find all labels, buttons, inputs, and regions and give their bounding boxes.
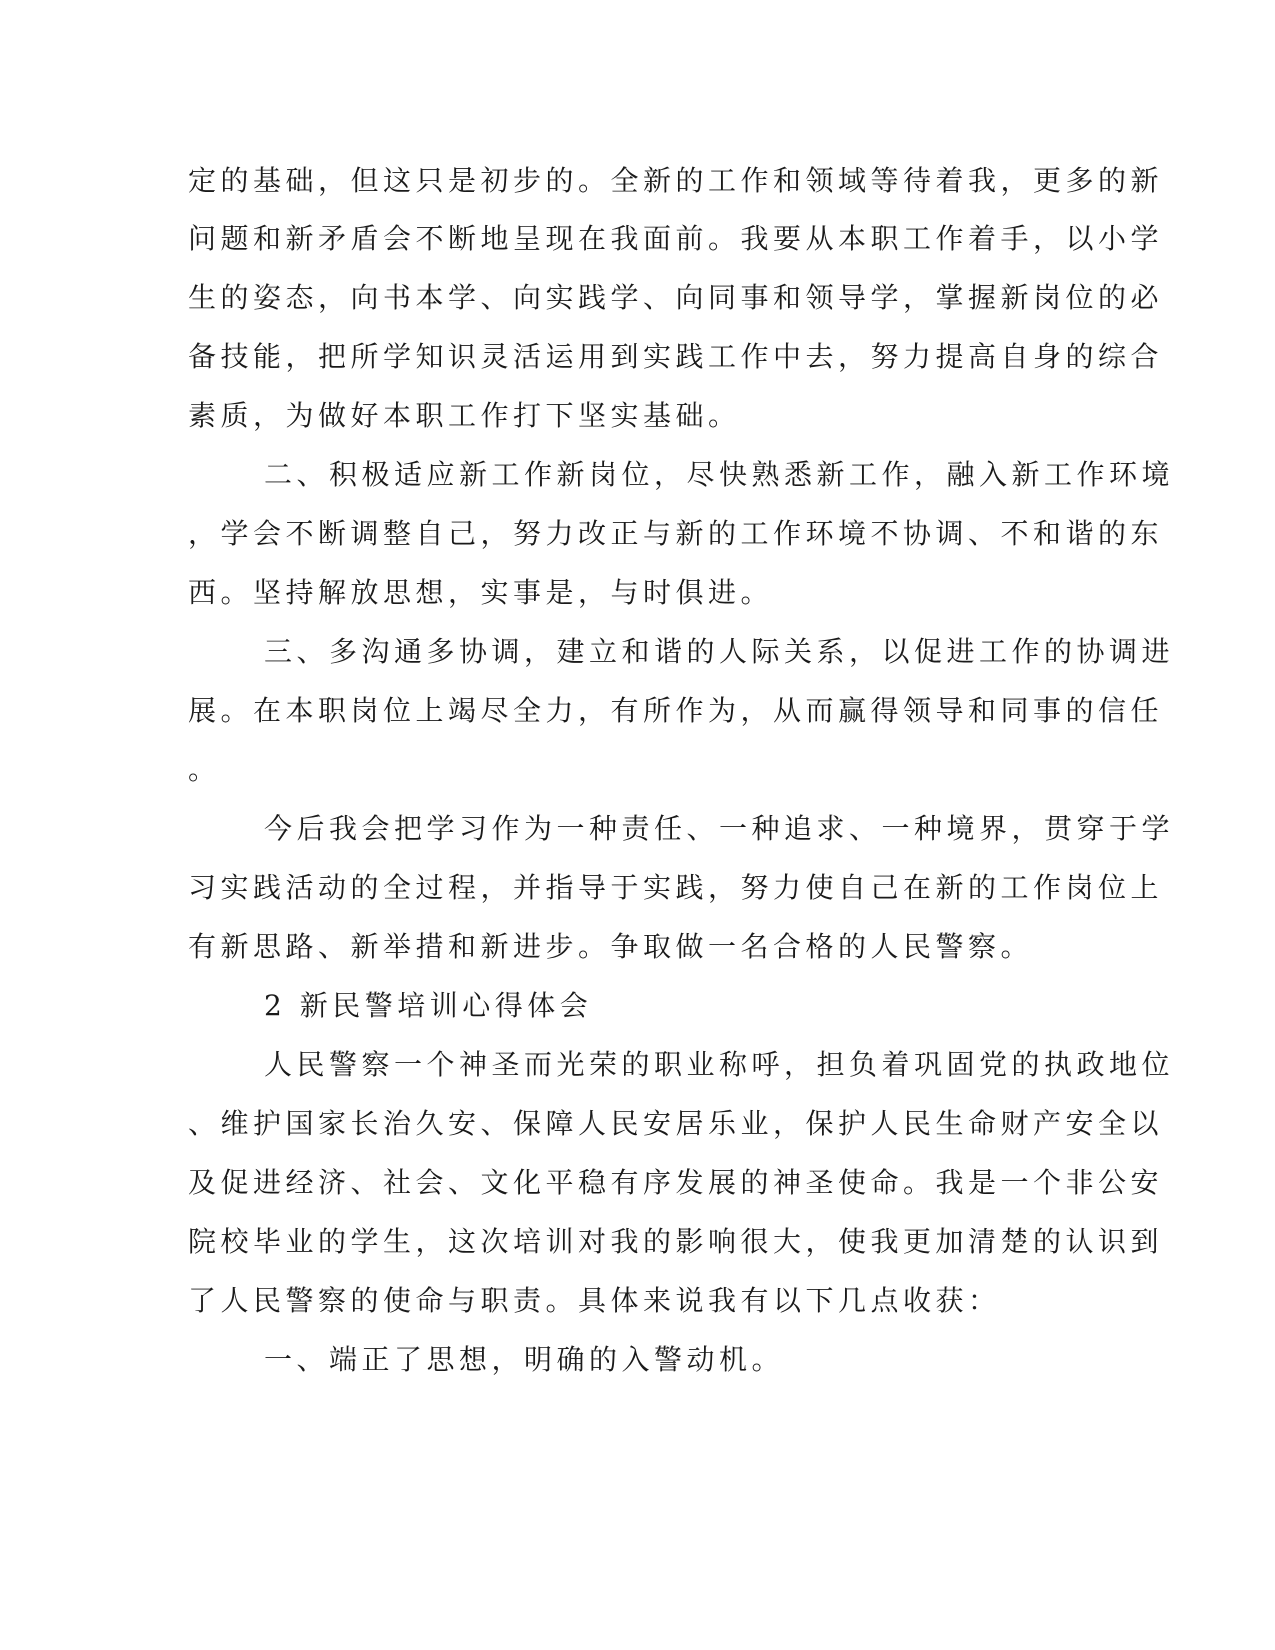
body-text-line: 展。在本职岗位上竭尽全力，有所作为，从而赢得领导和同事的信任	[188, 694, 1164, 727]
body-text-line: 三、多沟通多协调，建立和谐的人际关系，以促进工作的协调进	[264, 635, 1175, 668]
body-text-line: 有新思路、新举措和新进步。争取做一名合格的人民警察。	[188, 930, 1034, 963]
body-text-line: ，学会不断调整自己，努力改正与新的工作环境不协调、不和谐的东	[188, 517, 1164, 550]
body-text-line: 院校毕业的学生，这次培训对我的影响很大，使我更加清楚的认识到	[188, 1225, 1164, 1258]
body-text-line: 。	[188, 753, 221, 786]
body-text-line: 一、端正了思想，明确的入警动机。	[264, 1343, 785, 1376]
body-text-line: 定的基础，但这只是初步的。全新的工作和领域等待着我，更多的新	[188, 164, 1164, 197]
body-text-line: 、维护国家长治久安、保障人民安居乐业，保护人民生命财产安全以	[188, 1107, 1164, 1140]
body-text-line: 今后我会把学习作为一种责任、一种追求、一种境界，贯穿于学	[264, 812, 1175, 845]
body-text-line: 素质，为做好本职工作打下坚实基础。	[188, 399, 741, 432]
section-heading: 2 新民警培训心得体会	[264, 989, 593, 1022]
body-text-line: 了人民警察的使命与职责。具体来说我有以下几点收获：	[188, 1284, 1001, 1317]
body-text-line: 习实践活动的全过程，并指导于实践，努力使自己在新的工作岗位上	[188, 871, 1164, 904]
body-text-line: 问题和新矛盾会不断地呈现在我面前。我要从本职工作着手，以小学	[188, 222, 1164, 255]
body-text-line: 人民警察一个神圣而光荣的职业称呼，担负着巩固党的执政地位	[264, 1048, 1175, 1081]
body-text-line: 及促进经济、社会、文化平稳有序发展的神圣使命。我是一个非公安	[188, 1166, 1164, 1199]
body-text-line: 备技能，把所学知识灵活运用到实践工作中去，努力提高自身的综合	[188, 340, 1164, 373]
body-text-line: 二、积极适应新工作新岗位，尽快熟悉新工作，融入新工作环境	[264, 458, 1175, 491]
body-text-line: 西。坚持解放思想，实事是，与时俱进。	[188, 576, 774, 609]
body-text-line: 生的姿态，向书本学、向实践学、向同事和领导学，掌握新岗位的必	[188, 281, 1164, 314]
